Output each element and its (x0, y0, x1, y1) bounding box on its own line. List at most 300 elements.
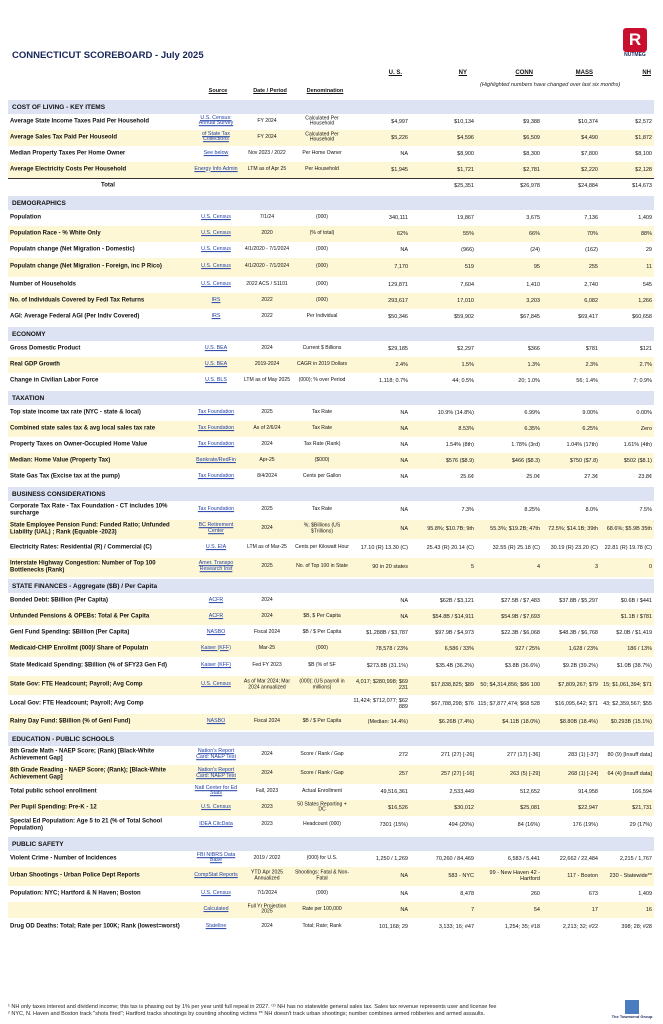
cell-ct: 20; 1.0% (518, 377, 540, 384)
cell-lab: Population (10, 214, 41, 221)
cell-lab: Unfunded Pensions & OPEBs: Total & Per Capita (10, 613, 150, 620)
cell-nh: 22.81 (R) 19.78 (C) (604, 544, 652, 551)
cell-ny: 7.3% (461, 506, 474, 513)
cell-nh: $21,731 (632, 804, 652, 811)
cell-den: Rate per 100,000 (302, 905, 342, 912)
table-row (8, 453, 654, 469)
cell-lab: Combined state sales tax & avg local sales tax rate (10, 425, 156, 432)
cell-us: $50,346 (388, 313, 408, 320)
cell-ma: 27.3¢ (584, 473, 598, 480)
table-row (8, 162, 654, 178)
cell-ct: $22.3B / $6,068 (501, 629, 540, 636)
cell-ny: 70,260 / 84,469 (435, 855, 474, 862)
scoreboard-table (8, 98, 654, 937)
cell-src[interactable]: U.S. BEA (204, 360, 228, 367)
cell-ma: 6.25% (582, 425, 598, 432)
cell-lab: State Gov: FTE Headcount; Payroll; Avg Comp (10, 681, 143, 688)
cell-ct: $26,978 (520, 182, 540, 189)
cell-nh: $121 (639, 345, 652, 352)
cell-ct: 4 (536, 563, 540, 570)
cell-lab: Per Pupil Spending: Pre-K - 12 (10, 804, 97, 811)
cell-lab: Electricity Rates: Residential (R) / Commercial (C) (10, 544, 152, 551)
section-header: PUBLIC SAFETY (8, 837, 654, 851)
cell-lab: Median Property Taxes Per Home Owner (10, 150, 126, 157)
cell-us: NA (400, 506, 408, 513)
cell-us: 49,516,361 (380, 788, 408, 795)
cell-lab: 8th Grade Reading - NAEP Score; (Rank); [Black-White Achievement Gap] (10, 767, 166, 780)
cell-den: (000) (316, 245, 328, 252)
cell-src[interactable]: BC Retirement Center (198, 522, 234, 534)
cell-ma: 2.3% (585, 361, 598, 368)
table-row (8, 309, 654, 325)
cell-nh: $0.6B / $441 (620, 597, 652, 604)
cell-dt: 7/1/2024 (257, 889, 277, 896)
cell-us: 7,170 (394, 263, 408, 270)
cell-ct: 95 (533, 263, 540, 270)
cell-lab: 8th Grade Math - NAEP Score; (Rank) [Black-White Achievement Gap] (10, 748, 155, 761)
cell-src[interactable]: See below (203, 149, 229, 156)
cell-dt: Mar-25 (258, 644, 276, 651)
cell-lab: Average Electricity Costs Per Household (10, 166, 127, 173)
cell-us: 90 in 20 states (372, 563, 408, 570)
cell-ny: $8,900 (457, 150, 474, 157)
cell-ny: $67,788,298; $76 (431, 700, 474, 707)
cell-us: 1,250 / 1,269 (375, 855, 408, 862)
section-header: BUSINESS CONSIDERATIONS (8, 487, 654, 501)
highlight-note: (Highlighted numbers have changed over last six months) (480, 82, 621, 88)
cell-us: NA (400, 473, 408, 480)
cell-src[interactable]: U.S. BLS (205, 376, 227, 383)
cell-src[interactable]: U.S. Census: Annual Survey (198, 114, 234, 127)
cell-ct: 32.55 (R) 25.18 (C) (492, 544, 540, 551)
cell-ct: 1.78% (3rd) (511, 441, 540, 448)
cell-nh: 1,409 (638, 890, 652, 897)
table-row (8, 501, 654, 520)
cell-dt: 2024 (261, 596, 273, 603)
cell-ct: $366 (527, 345, 540, 352)
cell-lab: Local Gov: FTE Headcount; Payroll; Avg Comp (10, 700, 144, 707)
table-row (8, 676, 654, 695)
cell-dt: 7/1/24 (259, 213, 275, 220)
cell-ma: $7,809,267; $79 (558, 681, 598, 688)
cell-den: (000) (316, 280, 328, 287)
cell-ct: 260 (530, 890, 540, 897)
cell-den: Current $ Billions (302, 344, 342, 351)
cell-den: %; $Billions (US $Trillions) (303, 522, 341, 534)
cell-dt: 2024 (261, 525, 273, 532)
cell-dt: 2024 (261, 751, 273, 758)
cell-den: Tax Rate (311, 408, 333, 415)
cell-den: (000); % over Period (298, 376, 346, 383)
cell-dt: As of Mar 2024; Mar 2024 annualized (243, 678, 291, 690)
cell-ny: $97.9B / $4,973 (435, 629, 474, 636)
cell-nh: 0 (648, 563, 652, 570)
cell-dt: LTM as of May 2025 (243, 376, 291, 383)
cell-us: 129,871 (388, 281, 408, 288)
cell-dt: YTD Apr 2025 Annualized (251, 869, 283, 881)
cell-src[interactable]: Kaiser (KFF) (200, 662, 232, 669)
cell-src[interactable]: Stateline (205, 923, 227, 930)
cell-lab: Populatn change (Net Migration - Domestic) (10, 246, 135, 253)
cell-src[interactable]: U.S. BEA (204, 344, 228, 351)
cell-dt: 2025 (261, 563, 273, 570)
cell-lab: Average Sales Tax Paid Per Houseold (10, 134, 118, 141)
cell-dt: 2024 (261, 612, 273, 619)
cell-ct: 512,652 (520, 788, 540, 795)
cell-ma: 176 (19%) (572, 821, 598, 828)
cell-nh: $8,100 (635, 150, 652, 157)
cell-ct: 6.35% (524, 425, 540, 432)
cell-dt: LTM as of Mar-25 (247, 544, 287, 551)
cell-dt: 2022 (261, 312, 273, 319)
cell-us: $1,288B / $3,787 (366, 629, 408, 636)
cell-src[interactable]: Kaiser (KFF) (200, 644, 232, 651)
cell-dt: LTM as of Apr 25 (247, 165, 287, 172)
cell-dt: As of 2/6/24 (253, 424, 281, 431)
cell-us: 17.10 (R) 13.30 (C) (360, 544, 408, 551)
cell-ma: 1.04% (17th) (566, 441, 598, 448)
cell-ma: (162) (585, 246, 598, 253)
nutmeg-logo (618, 28, 652, 58)
cell-den: (000) (316, 213, 328, 220)
page-title: CONNECTICUT SCOREBOARD - July 2025 (12, 50, 204, 61)
cell-den: ($000) (314, 456, 330, 463)
section-header: EDUCATION - PUBLIC SCHOOLS (8, 732, 654, 746)
cell-lab: Corporate Tax Rate - Tax Foundation - CT includes 10% surcharge (10, 503, 168, 516)
cell-ct: 8.25% (524, 506, 540, 513)
cell-src[interactable]: Tax Foundation (197, 424, 235, 431)
cell-lab: Drug OD Deaths: Total; Rate per 100K; Rank (lowest=worst) (10, 923, 180, 930)
cell-den: $B / $ Per Capita (302, 717, 342, 724)
cell-ny: $30,012 (454, 804, 474, 811)
cell-src[interactable]: IRS (211, 296, 221, 303)
cell-src[interactable]: NASBO (206, 717, 226, 724)
cell-nh: $1,872 (635, 134, 652, 141)
cell-src[interactable]: U.S. Census (201, 280, 231, 287)
cell-den: (000) (316, 296, 328, 303)
cell-lab: Real GDP Growth (10, 361, 60, 368)
cell-ny: 257 (27) [-16] (440, 770, 474, 777)
cell-den: $B / $ Per Capita (302, 628, 342, 635)
cell-src[interactable]: U.S. Census (201, 889, 231, 896)
cell-dt: 2020 (261, 229, 273, 236)
cell-ny: 95.8%; $10.7B; 9th (427, 525, 474, 532)
cell-nh: 398; 28; #28 (621, 923, 652, 930)
cell-ma: $10,374 (578, 118, 598, 125)
cell-dt: Full Yr Projection 2025 (247, 902, 287, 915)
cell-dt: Fiscal 2024 (253, 628, 281, 635)
cell-nh: 29 (17%) (629, 821, 652, 828)
table-row (8, 258, 654, 277)
cell-nh: 0.00% (636, 409, 652, 416)
cell-src[interactable]: U.S. Census (201, 229, 231, 236)
cell-ma: $48.3B / $6,768 (559, 629, 598, 636)
cell-src[interactable]: ACFR (208, 596, 224, 603)
cell-ny: 1.5% (461, 361, 474, 368)
cell-src[interactable]: U.S. Census (201, 263, 231, 270)
cell-ct: 99 - New Haven 42 - Hartford (489, 869, 540, 882)
cell-us: NA (400, 525, 408, 532)
cell-ma: 6,082 (584, 297, 598, 304)
table-row (8, 130, 654, 146)
table-row (8, 178, 654, 194)
cell-ct: 115; $7,877,474; $68 528 (477, 700, 540, 707)
cell-ma: 2,740 (584, 281, 598, 288)
cell-src[interactable]: of State Tax Collections (202, 130, 230, 143)
cell-dt: 2024 (261, 440, 273, 447)
cell-nh: 7.5% (639, 506, 652, 513)
cell-ny: 10.9% (14.8%) (437, 409, 474, 416)
cell-ny: $25,351 (454, 182, 474, 189)
cell-den: Calculated Per Household (305, 130, 339, 143)
cell-ny: 494 (20%) (448, 821, 474, 828)
cell-src[interactable]: Tax Foundation (197, 440, 235, 447)
cell-ma: 7,136 (584, 214, 598, 221)
cell-us: NA (400, 613, 408, 620)
table-row (8, 902, 654, 918)
cell-ma: 22,662 / 22,484 (559, 855, 598, 862)
cell-ct: $67,845 (520, 313, 540, 320)
cell-ct: 1,254; 35; #18 (504, 923, 540, 930)
footnote-1: ¹ NH only taxes interest and dividend income; this tax is phasing out by 1% per year until full repeal in 2027. ⁽²⁾ NH has no statewide general sales tax. Sales tax revenue represents user and license fee (8, 1004, 497, 1010)
cell-nh: 1,409 (638, 214, 652, 221)
col-us: U. S. (388, 70, 402, 76)
cell-src[interactable]: IRS (211, 312, 221, 319)
cell-ny: $54.8B / $14,911 (432, 613, 474, 620)
cell-us: $1,945 (391, 166, 408, 173)
cell-nh: 2.7% (639, 361, 652, 368)
cell-lab: Property Taxes on Owner-Occupied Home Value (10, 441, 148, 448)
cell-src[interactable]: NASBO (206, 628, 226, 635)
cell-ny: 5 (470, 563, 474, 570)
cell-ny: 44; 0.5% (452, 377, 474, 384)
cell-den: Per Individual (306, 312, 338, 319)
cell-src[interactable]: Bankrate/RedFin (196, 456, 236, 463)
cell-ct: $6,509 (523, 134, 540, 141)
cell-us: NA (400, 906, 408, 913)
cell-src[interactable]: IDEA ClicData (199, 821, 233, 828)
table-row (8, 341, 654, 357)
cell-us: NA (400, 425, 408, 432)
col-ma: MASS (575, 70, 593, 76)
cell-dt: Apr-25 (259, 456, 275, 463)
cell-us: $29,185 (388, 345, 408, 352)
cell-ny: $6.26B (7.4%) (438, 718, 474, 725)
cell-ct: 84 (16%) (517, 821, 540, 828)
cell-lab: Populatn change (Net Migration - Foreign, inc P Rico) (10, 263, 162, 270)
cell-us: 340,111 (388, 214, 408, 221)
cell-ny: $10,134 (454, 118, 474, 125)
cell-us: NA (400, 441, 408, 448)
table-row (8, 421, 654, 437)
cell-lab: Violent Crime - Number of Incidences (10, 855, 117, 862)
cell-us: 4,017; $280,998; $69 231 (356, 678, 408, 691)
cell-ct: 6.99% (524, 409, 540, 416)
cell-src[interactable]: Tax Foundation (197, 408, 235, 415)
cell-ny: 271 (27) [-26] (440, 751, 474, 758)
cell-ma: 255 (588, 263, 598, 270)
cell-ny: 25.43 (R) 20.14 (C) (426, 544, 474, 551)
cell-ma: 8.0% (585, 506, 598, 513)
table-row (8, 437, 654, 453)
cell-ct: 3,675 (526, 214, 540, 221)
cell-den: No. of Top 100 in State (296, 563, 348, 570)
cell-ct: 50; $4,314,856; $86 100 (480, 681, 540, 688)
cell-ct: $466 ($8.3) (511, 457, 540, 464)
cell-src[interactable]: Energy Info Admin (194, 165, 238, 172)
cell-ny: 19,867 (457, 214, 474, 221)
cell-dt: 2019 / 2022 (253, 854, 281, 861)
cell-nh: $502 ($8.1) (623, 457, 652, 464)
cell-src[interactable]: U.S. Census (201, 213, 231, 220)
table-row (8, 816, 654, 835)
table-row (8, 851, 654, 867)
cell-src[interactable]: U.S. Census (201, 681, 231, 688)
cell-ma: 914,958 (578, 788, 598, 795)
cell-us: 7301 (15%) (379, 821, 408, 828)
cell-src[interactable]: Natl Center for Ed Stats (194, 784, 238, 797)
table-row (8, 520, 654, 539)
cell-ny: 8,478 (460, 890, 474, 897)
cell-ma: $781 (585, 345, 598, 352)
cell-den: Score / Rank / Gap (300, 770, 344, 777)
cell-nh: $1.1B / $781 (620, 613, 652, 620)
cell-den: Score / Rank / Gap (300, 751, 344, 758)
cell-ny: $17,838,825; $89 (431, 681, 474, 688)
cell-lab: State Gas Tax (Excise tax at the pump) (10, 473, 120, 480)
cell-den: $B, $ Per Capita (303, 612, 341, 619)
cell-src[interactable]: CompStat Reports (194, 872, 238, 879)
cell-nh: 15; $1,061,394; $71 (603, 681, 652, 688)
cell-den: Calculated Per Household (305, 114, 339, 127)
cell-ct: 54 (533, 906, 540, 913)
cell-ma: $9.2B (39.2%) (562, 662, 598, 669)
cell-ny: 2,533,449 (449, 788, 474, 795)
cell-nh: $2,128 (635, 166, 652, 173)
cell-src[interactable]: Tax Foundation (197, 506, 235, 513)
cell-den: Cents per Kilowatt Hour (295, 544, 349, 551)
cell-ct: 25.0¢ (526, 473, 540, 480)
cell-den: (000) (316, 263, 328, 270)
cell-dt: Fiscal 2024 (253, 717, 281, 724)
cell-src[interactable]: Calculated (203, 905, 229, 912)
cell-us: 293,617 (388, 297, 408, 304)
cell-ny: $59,902 (454, 313, 474, 320)
cell-us: 257 (398, 770, 408, 777)
cell-ct: 3,203 (526, 297, 540, 304)
cell-lab: Number of Households (10, 281, 77, 288)
cell-nh: 7; 0.9% (633, 377, 652, 384)
cell-ct: 66% (528, 230, 540, 237)
cell-nh: 1.61% (4th) (623, 441, 652, 448)
cell-lab: Average State Income Taxes Paid Per Household (10, 118, 150, 125)
cell-src[interactable]: Amer. Transpo Research Inst (198, 560, 234, 572)
cell-src[interactable]: U.S. Census (201, 803, 231, 810)
cell-src[interactable]: FBI NIBRS Data Base (196, 851, 236, 864)
cell-nh: 68.6%; $5.9B 35th (606, 525, 652, 532)
cell-lab: Gross Domestic Product (10, 345, 81, 352)
cell-nh: 166,594 (632, 788, 652, 795)
table-row (8, 469, 654, 485)
cell-den: CAGR in 2019 Dollars (296, 360, 348, 367)
cell-nh: 186 / 13% (627, 645, 652, 652)
cell-src[interactable]: U.S. Census (201, 245, 231, 252)
cell-ny: 8.53% (458, 425, 474, 432)
cell-ma: $24,884 (578, 182, 598, 189)
cell-nh: 43; $2,359,567; $55 (603, 700, 652, 707)
table-row (8, 695, 654, 714)
cell-ma: $8.80B (18.4%) (559, 718, 598, 725)
cell-ny: 25.6¢ (460, 473, 474, 480)
cell-src[interactable]: ACFR (208, 612, 224, 619)
cell-ny: $2,297 (457, 345, 474, 352)
cell-ma: $750 ($7.8) (569, 457, 598, 464)
cell-lab: Bonded Debt: $Billion (Per Capita) (10, 597, 109, 604)
cell-ny: 17,010 (457, 297, 474, 304)
cell-ct: $27.5B / $7,483 (501, 597, 540, 604)
cell-us: NA (400, 890, 408, 897)
cell-ct: 927 / 25% (515, 645, 540, 652)
cell-den: (000) (316, 889, 328, 896)
cell-us: NA (400, 872, 408, 879)
cell-us: NA (400, 150, 408, 157)
cell-us: 11,424; $712,077; $62 889 (353, 697, 408, 710)
col-ct: CONN (515, 70, 533, 76)
cell-us: 1,118; 0.7% (379, 377, 408, 384)
cell-ct: $9,388 (523, 118, 540, 125)
subhdr-denom: Denomination (306, 88, 344, 94)
cell-src[interactable]: Tax Foundation (197, 472, 235, 479)
cell-us: NA (400, 457, 408, 464)
table-row (8, 746, 654, 765)
cell-lab: No. of Individuals Covered by Fedl Tax Returns (10, 297, 145, 304)
cell-ma: $37.8B / $5,297 (559, 597, 598, 604)
cell-dt: 2019-2024 (254, 360, 280, 367)
cell-nh: $0.293B (15.1%) (610, 718, 652, 725)
table-row (8, 918, 654, 937)
cell-den: Per Home Owner (302, 149, 342, 156)
cell-ct: 277 (17) [-36] (506, 751, 540, 758)
footnote-2: ² NYC, N. Haven and Boston track "shots fired"; Hartford tracks shootings by counting shooting victims ** NH doesn't track urban shootings; number combines armed robberies and armed assaults. (8, 1011, 485, 1018)
cell-dt: 2023 (261, 803, 273, 810)
cell-ma: $69,417 (578, 313, 598, 320)
section-header: STATE FINANCES - Aggregate ($B) / Per Capita (8, 579, 654, 593)
cell-lab: Medicaid-CHIP Enrollmt (000)/ Share of Populatn (10, 645, 149, 652)
cell-dt: 2024 (261, 770, 273, 777)
cell-den: Shootings: Fatal & Non-Fatal (294, 869, 350, 881)
cell-ct: 1.3% (527, 361, 540, 368)
townsend-logo (610, 1000, 654, 1019)
cell-dt: 2025 (261, 408, 273, 415)
cell-src[interactable]: Nation's Report Card: NAEP Test (196, 748, 236, 760)
cell-nh: 1,266 (638, 297, 652, 304)
cell-ct: $8,300 (523, 150, 540, 157)
cell-nh: $14,673 (632, 182, 652, 189)
cell-ct: 55.3%; $19.2B; 47th (490, 525, 540, 532)
cell-nh: $60,658 (632, 313, 652, 320)
section-header: COST OF LIVING - KEY ITEMS (8, 100, 654, 114)
cell-nh: 230 - Statewide** (609, 872, 652, 879)
cell-ma: $7,800 (581, 150, 598, 157)
cell-dt: 2024 (261, 923, 273, 930)
table-row (8, 867, 654, 886)
cell-src[interactable]: U.S. EIA (205, 544, 227, 551)
cell-src[interactable]: Nation's Report Card: NAEP Test (196, 767, 236, 779)
cell-den: Total; Rate; Rank (302, 923, 342, 930)
cell-nh: 29 (645, 246, 652, 253)
cell-us: NA (400, 246, 408, 253)
cell-lab: Genl Fund Spending: $Billion (Per Capita) (10, 629, 130, 636)
